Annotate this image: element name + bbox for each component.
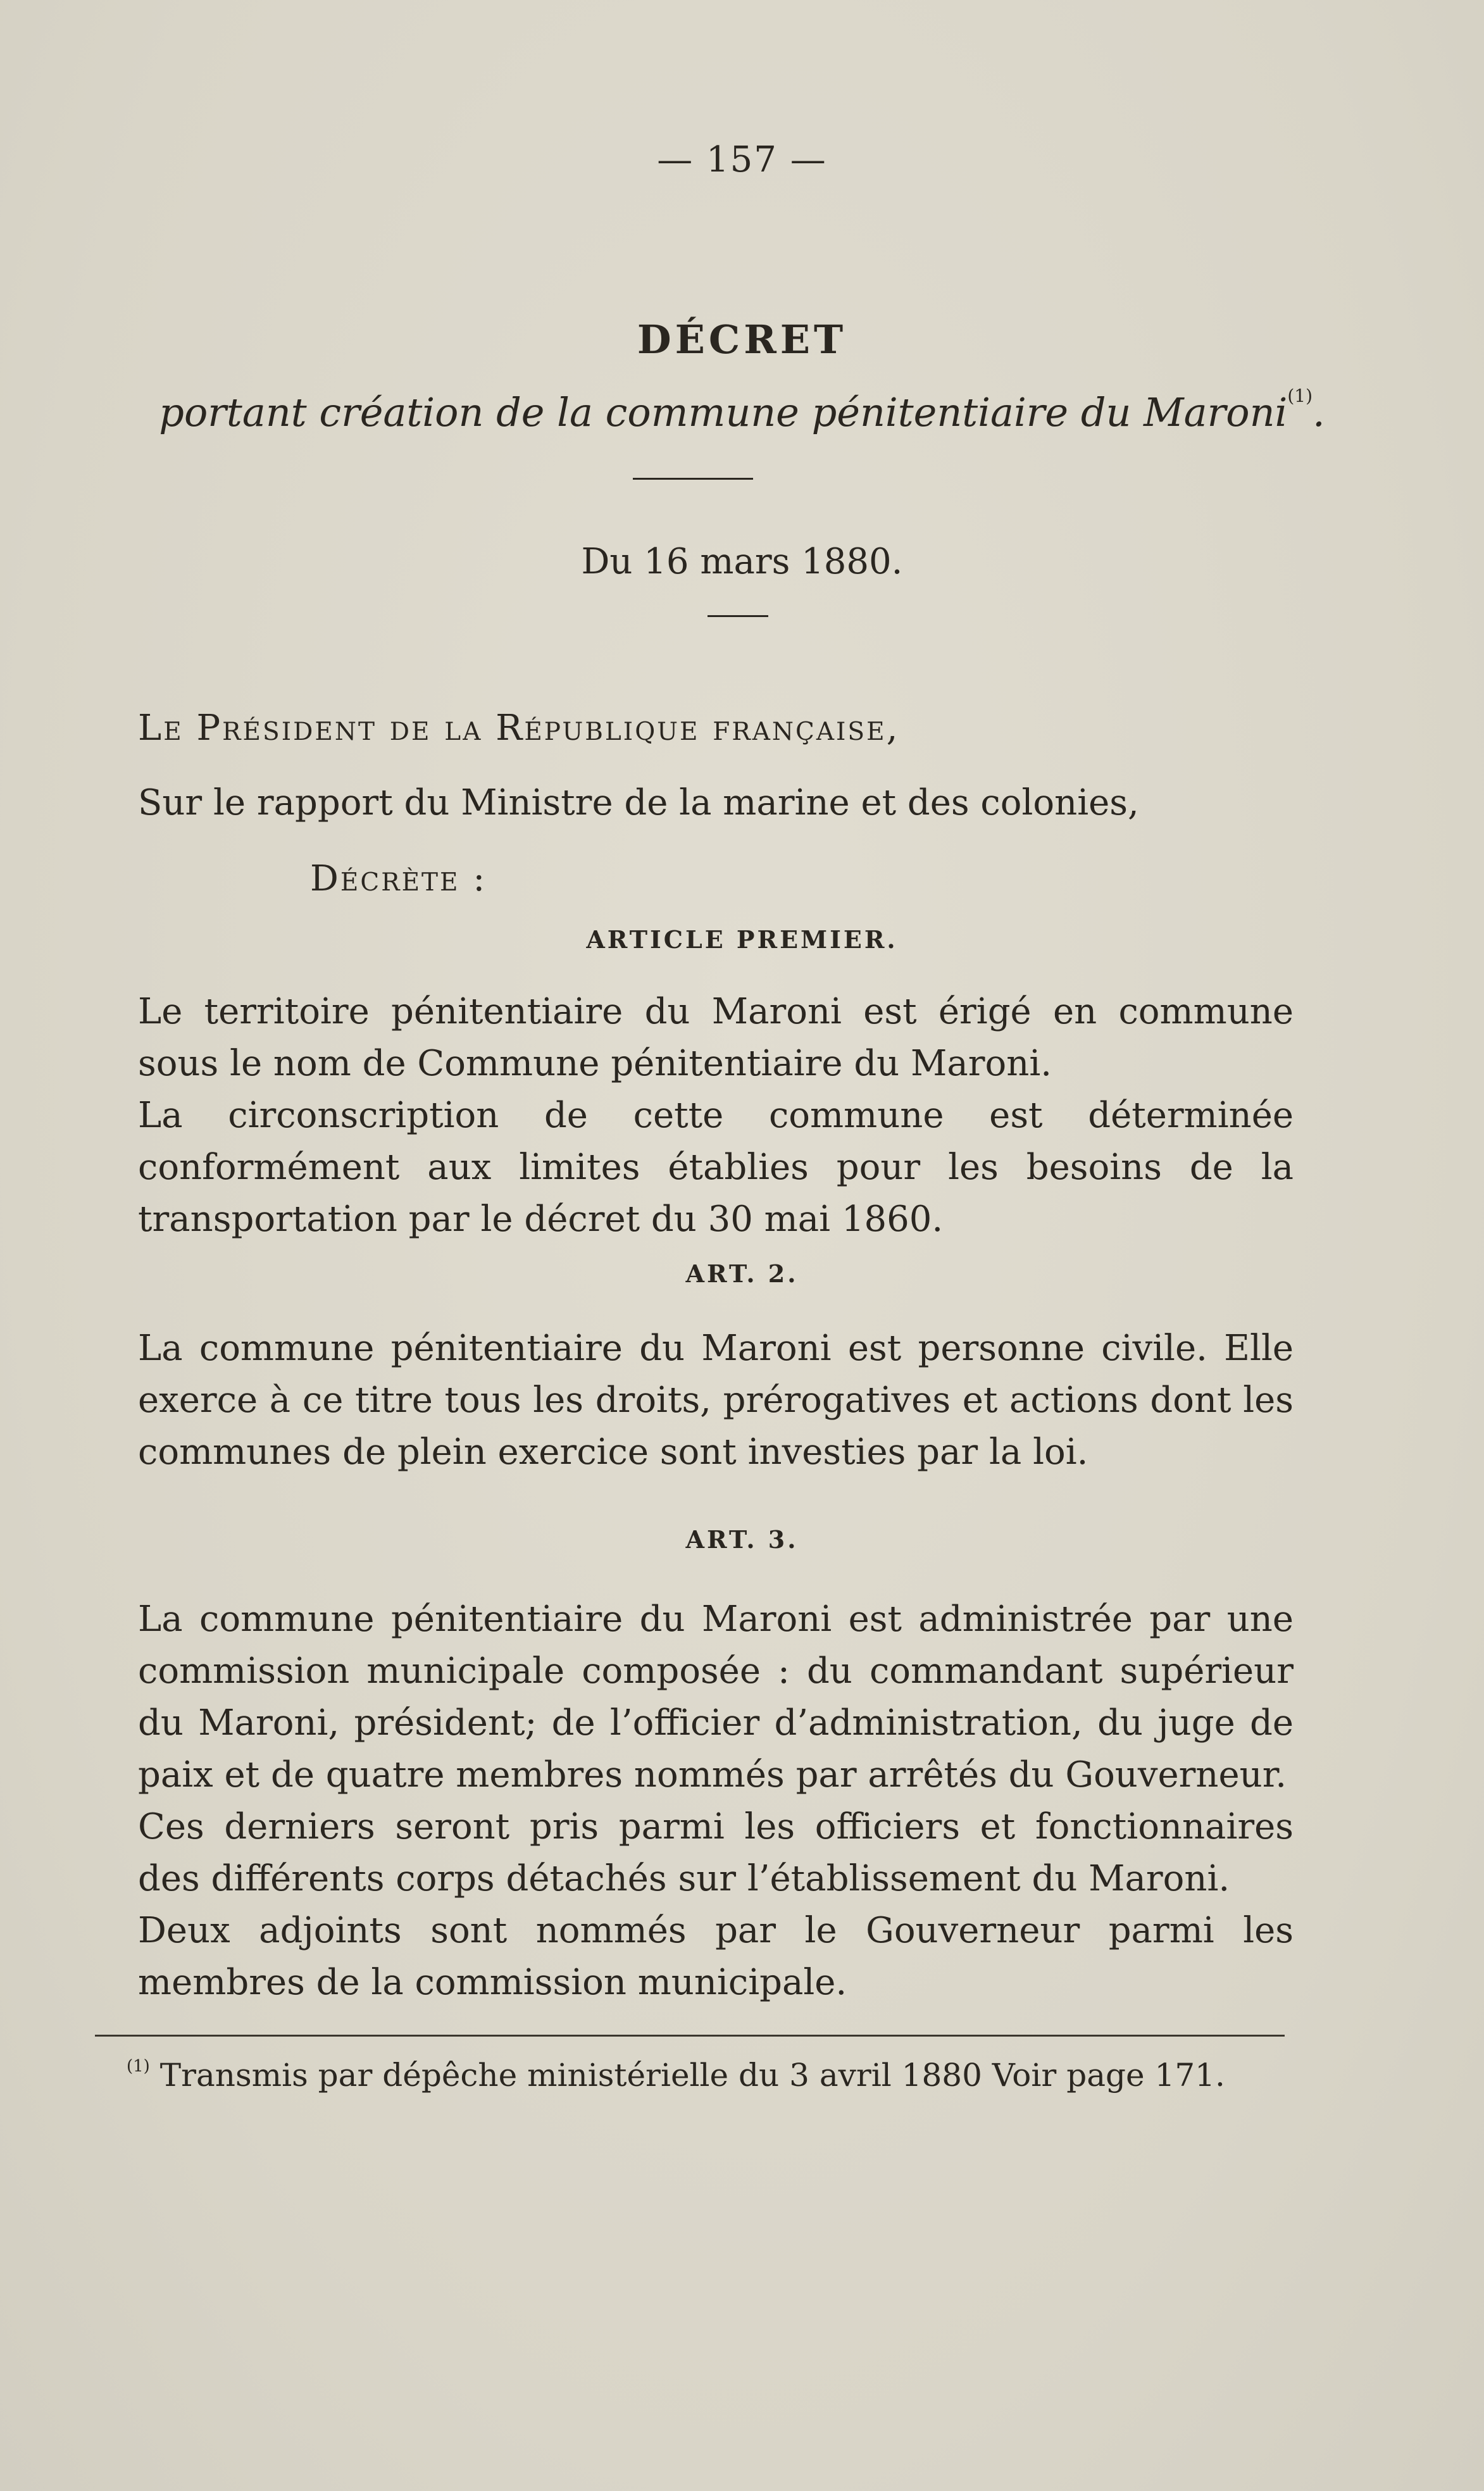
article-1-body [138,986,1294,1246]
title-divider [633,478,753,480]
article-3-paragraph-2: Ces derniers seront pris parmi les officiers et fonctionnaires des différents corps détachés sur l’établissement du Maroni. [138,1806,1294,1899]
article-2-body [138,1323,1294,1478]
article-3-body [138,1594,1294,2009]
article-2-paragraph-1: La commune pénitentiaire du Maroni est personne civile. Elle exerce à ce titre tous les droits, prérogatives et actions dont les communes de plein exercice sont investies par la loi. [138,1328,1294,1473]
preamble-decrete: Décrète : [310,858,487,899]
article-1-heading: ARTICLE PREMIER. [586,925,898,954]
decree-date: Du 16 mars 1880. [581,541,903,582]
subtitle-footnote-mark: (1) [1287,385,1313,406]
article-3-paragraph-1: La commune pénitentiaire du Maroni est administrée par une commission municipale composée : du commandant supérieur du Maroni, président; de l’officier d’administration, du juge de paix et de quatre membres nommés par arrêtés du Gouverneur. [138,1599,1294,1795]
article-1-paragraph-2: La circonscription de cette commune est déterminée conformément aux limites établies pour les besoins de la transportation par le décret du 30 mai 1860. [138,1095,1294,1240]
footnote-divider [95,2035,1285,2037]
decree-title: DÉCRET [637,316,847,363]
article-2-heading: ART. 2. [685,1259,799,1288]
date-divider [708,615,768,617]
decree-subtitle [0,385,1484,435]
footnote-mark: (1) [127,2057,150,2076]
preamble-rapport: Sur le rapport du Ministre de la marine et des colonies, [138,782,1139,823]
footnote-text: Transmis par dépêche ministérielle du 3 avril 1880 Voir page 171. [159,2057,1225,2094]
article-3-heading: ART. 3. [685,1525,799,1554]
footnote [127,2057,1225,2094]
preamble-president: Le Président de la République française, [138,708,900,749]
page-number: — 157 — [657,139,827,180]
subtitle-end: . [1313,389,1325,435]
article-1-paragraph-1: Le territoire pénitentiaire du Maroni est érigé en commune sous le nom de Commune pénitentiaire du Maroni. [138,991,1294,1084]
article-3-paragraph-3: Deux adjoints sont nommés par le Gouverneur parmi les membres de la commission municipale. [138,1910,1294,2003]
subtitle-text: portant création de la commune pénitentiaire du Maroni [159,389,1288,435]
